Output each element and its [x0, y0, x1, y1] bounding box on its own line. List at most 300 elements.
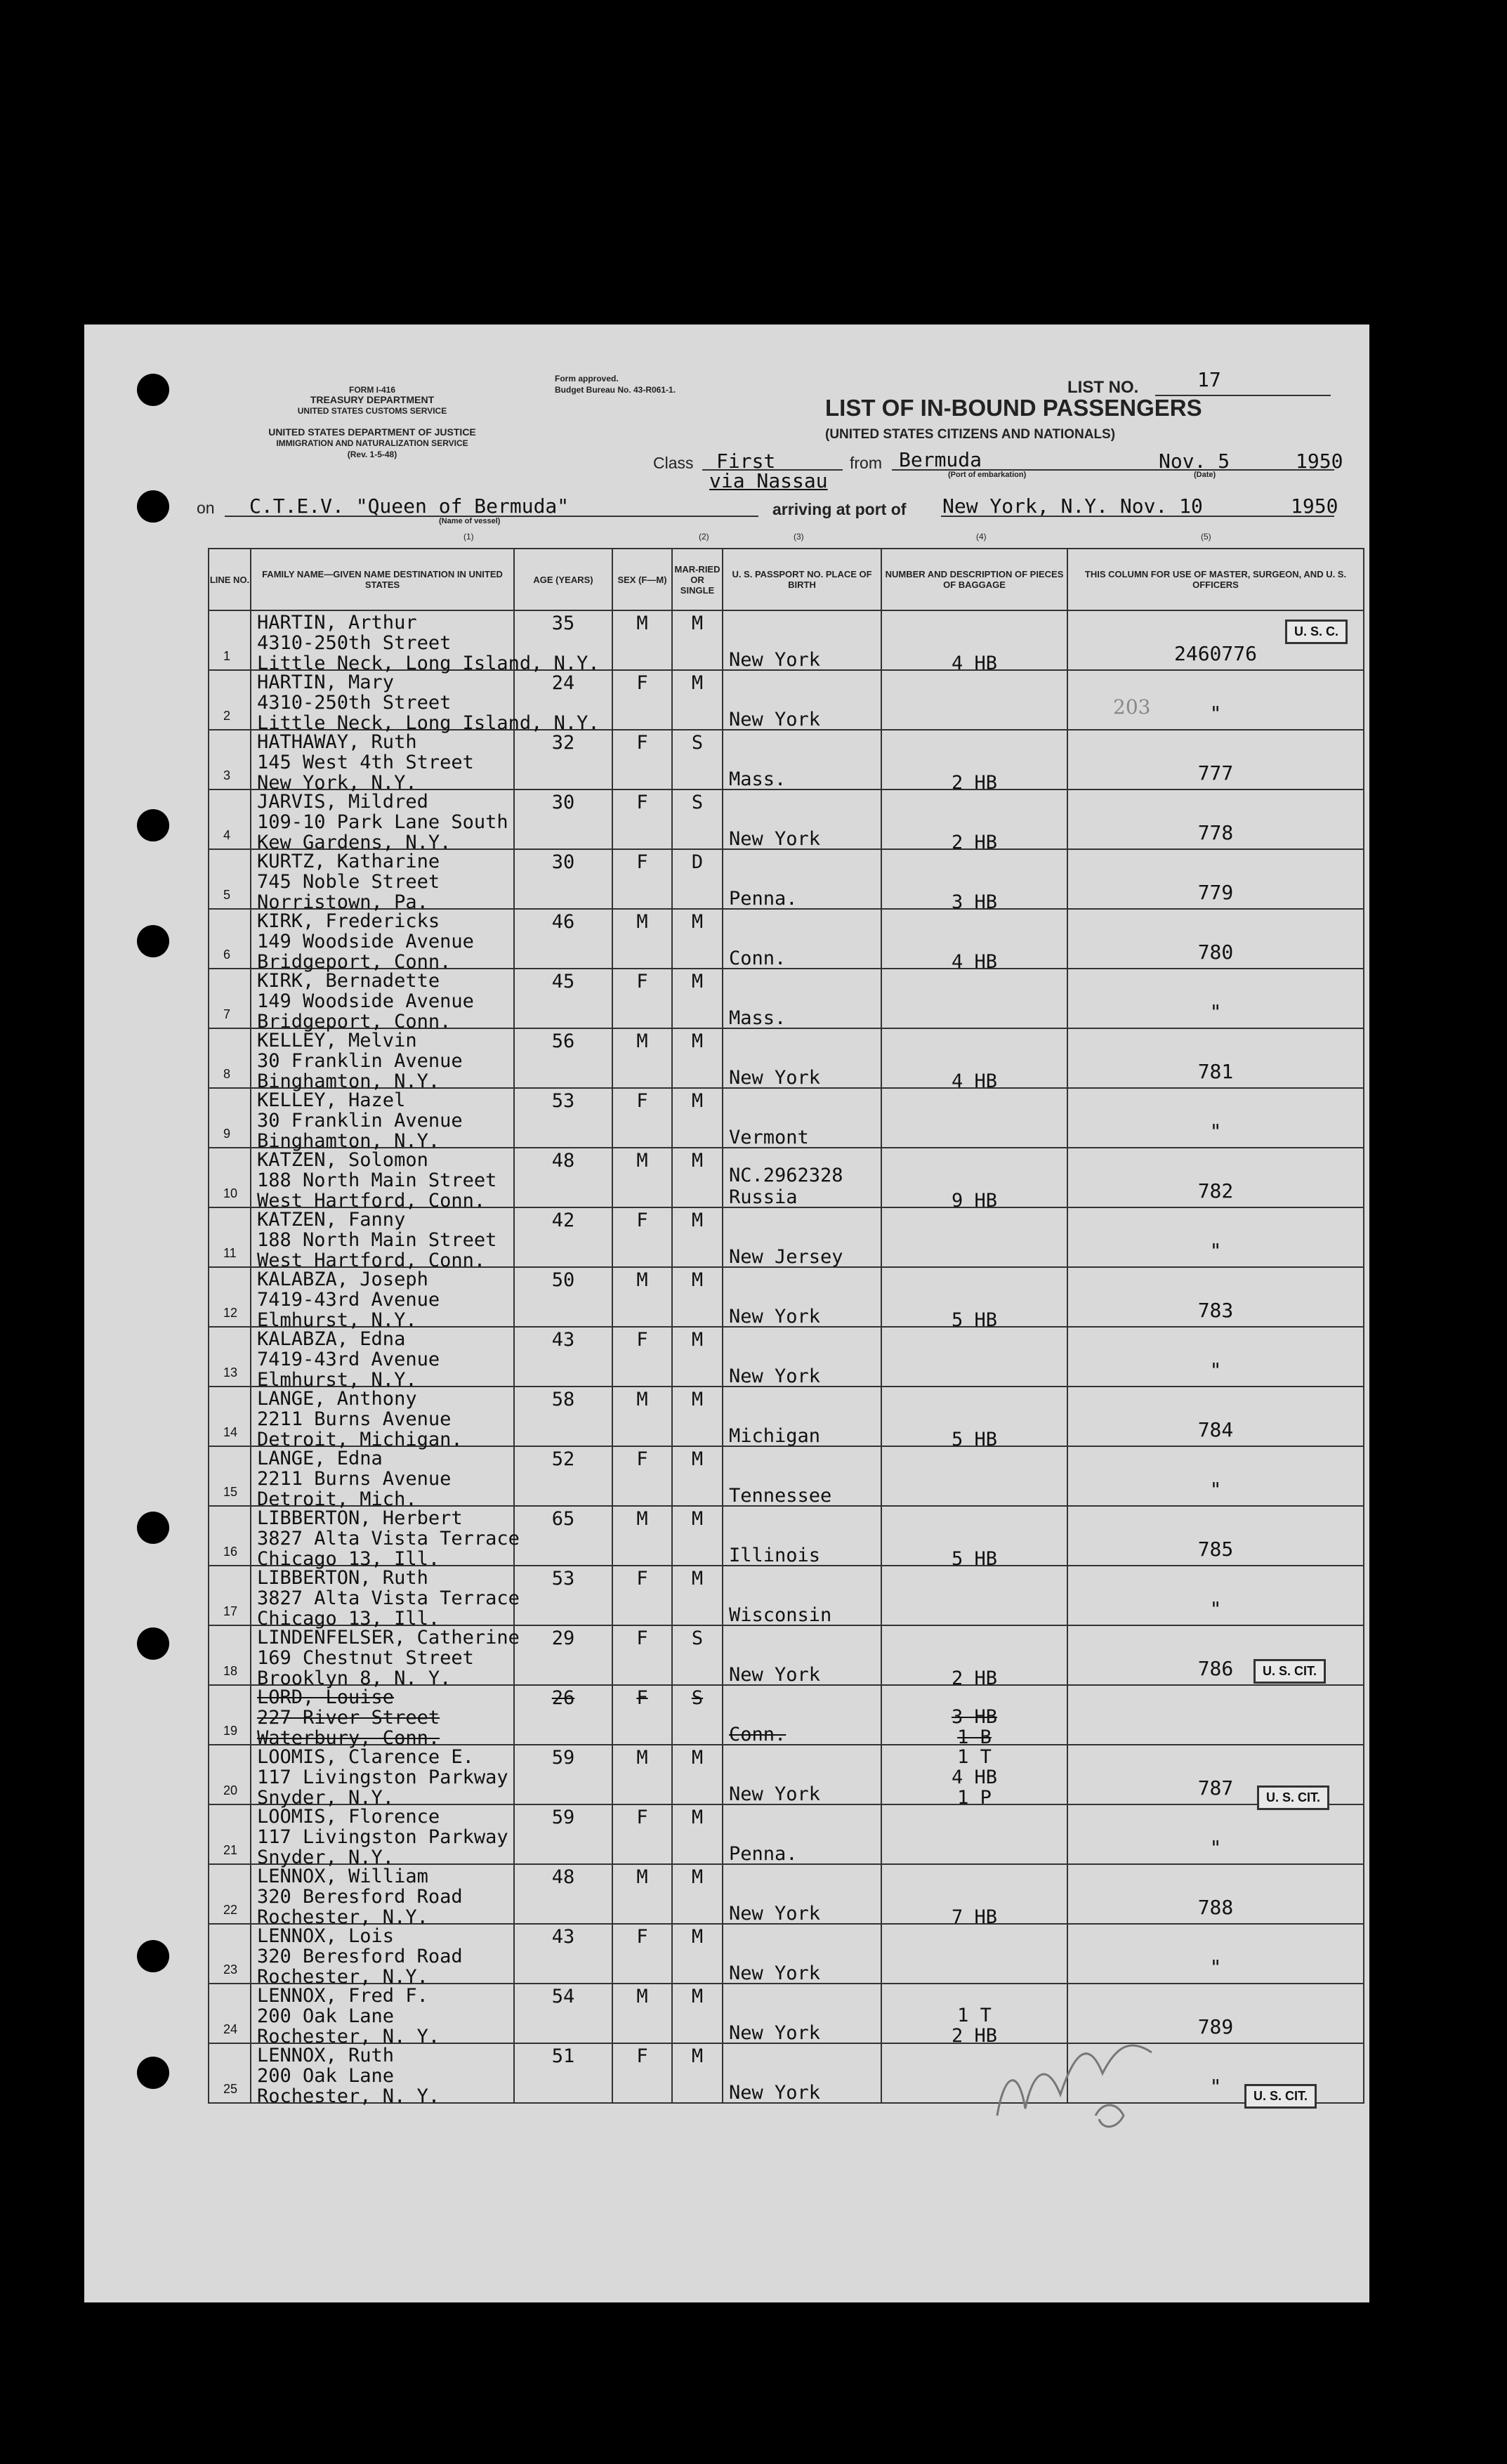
- table-row: [209, 1685, 1364, 1745]
- address-line-2: Rochester, N. Y.: [257, 2085, 440, 2107]
- cell-sex: [612, 1685, 672, 1745]
- passenger-name: KALABZA, Edna: [257, 1328, 406, 1350]
- passenger-name: LANGE, Edna: [257, 1448, 383, 1469]
- pencil-note: 203: [1113, 695, 1151, 719]
- cell-officers: [1067, 849, 1364, 909]
- cell-birthplace: [723, 1745, 881, 1804]
- header-pieces: NUMBER AND DESCRIPTION OF PIECES OF BAGGAGE: [881, 549, 1067, 610]
- marital-value: M: [691, 1807, 704, 1828]
- line-number: 24: [223, 2022, 238, 2036]
- baggage-line: 4 HB: [951, 1767, 998, 1788]
- baggage-line: 4 HB: [951, 951, 998, 973]
- cell-marital: [672, 1924, 723, 1984]
- line-number: 13: [223, 1365, 238, 1380]
- cell-baggage: [881, 969, 1067, 1028]
- birthplace-value: New York: [729, 1365, 821, 1387]
- punch-hole: [137, 1512, 169, 1544]
- cell-age: [514, 1028, 612, 1088]
- cell-officers: [1067, 1506, 1364, 1566]
- address-line-1: 169 Chestnut Street: [257, 1647, 474, 1669]
- table-row: [209, 1804, 1364, 1864]
- class-value: First: [716, 450, 776, 473]
- cell-baggage: [881, 1267, 1067, 1331]
- line-number: 10: [223, 1186, 238, 1200]
- age-value: 43: [551, 1926, 575, 1948]
- baggage-line: 5 HB: [951, 1548, 998, 1570]
- age-value: 32: [551, 732, 575, 754]
- age-value: 30: [551, 851, 575, 873]
- cell-line-no: [209, 1804, 251, 1864]
- age-value: 35: [551, 612, 575, 634]
- cell-name: [251, 1267, 514, 1331]
- arrival-port: New York, N.Y. Nov. 10: [942, 494, 1203, 518]
- cell-officers: [1067, 1685, 1364, 1745]
- birthplace-value: New York: [729, 1306, 821, 1328]
- line-number: 4: [223, 828, 231, 842]
- baggage-line: 1 P: [957, 1787, 992, 1809]
- address-line-2: Rochester, N. Y.: [257, 2026, 440, 2047]
- birthplace-value: New York: [729, 709, 821, 730]
- cell-name: [251, 1804, 514, 1868]
- baggage-line: 3 HB: [951, 891, 998, 913]
- marital-value: M: [691, 1866, 704, 1888]
- baggage-line: 2 HB: [951, 1667, 998, 1689]
- cell-age: [514, 1864, 612, 1924]
- address-line-2: Brooklyn 8, N. Y.: [257, 1667, 452, 1689]
- table-row: [209, 1566, 1364, 1625]
- cell-sex: [612, 670, 672, 730]
- marital-value: M: [691, 1986, 704, 2007]
- cell-birthplace: [723, 1625, 881, 1685]
- cell-officers: [1067, 1267, 1364, 1327]
- age-value: 48: [551, 1150, 575, 1172]
- cell-birthplace: [723, 909, 881, 969]
- cell-line-no: [209, 1267, 251, 1327]
- passenger-name: KIRK, Fredericks: [257, 910, 440, 932]
- address-line-1: 4310-250th Street: [257, 692, 452, 714]
- table-row: [209, 610, 1364, 670]
- birthplace-value: Conn.: [729, 1724, 787, 1745]
- birthplace-value: Penna.: [729, 888, 798, 910]
- cell-marital: [672, 2043, 723, 2103]
- col-num-5: (5): [1201, 532, 1211, 542]
- age-value: 46: [551, 911, 575, 933]
- table-row: [209, 909, 1364, 969]
- passenger-name: KURTZ, Katharine: [257, 851, 440, 872]
- age-value: 53: [551, 1568, 575, 1590]
- cell-baggage: [881, 1566, 1067, 1625]
- address-line-2: Snyder, N.Y.: [257, 1847, 395, 1868]
- officer-entry: 778: [1197, 821, 1234, 844]
- cell-sex: [612, 1804, 672, 1864]
- passenger-name: LENNOX, William: [257, 1866, 428, 1887]
- header-line-no: LINE NO.: [209, 549, 251, 610]
- cell-officers: [1067, 1327, 1364, 1387]
- officer-entry: ": [1209, 1597, 1222, 1620]
- baggage-line: 3 HB: [951, 1706, 998, 1728]
- header-married: MAR-RIED OR SINGLE: [672, 549, 723, 610]
- cell-baggage: [881, 1804, 1067, 1864]
- table-row: [209, 730, 1364, 789]
- marital-value: M: [691, 1747, 704, 1769]
- cell-line-no: [209, 1745, 251, 1804]
- cell-name: [251, 1207, 514, 1271]
- sex-value: F: [636, 851, 648, 873]
- cell-sex: [612, 730, 672, 789]
- baggage-line: 2 HB: [951, 832, 998, 853]
- cell-sex: [612, 1446, 672, 1506]
- marital-value: M: [691, 1926, 704, 1948]
- col-num-3: (3): [794, 532, 804, 542]
- birthplace-value: Mass.: [729, 768, 787, 790]
- cell-name: [251, 1984, 514, 2047]
- cell-name: [251, 789, 514, 853]
- cell-age: [514, 1984, 612, 2043]
- marital-value: M: [691, 1508, 704, 1530]
- cell-line-no: [209, 670, 251, 730]
- line-number: 16: [223, 1545, 238, 1559]
- passenger-name: LOOMIS, Clarence E.: [257, 1746, 474, 1768]
- address-line-2: Bridgeport, Conn.: [257, 1011, 452, 1033]
- cell-birthplace: [723, 1924, 881, 1984]
- punch-hole: [137, 490, 169, 523]
- address-line-2: Waterbury, Conn.: [257, 1727, 440, 1749]
- officer-entry: 777: [1197, 761, 1234, 785]
- marital-value: M: [691, 911, 704, 933]
- cell-age: [514, 909, 612, 969]
- birthplace-value: New York: [729, 2082, 821, 2104]
- cell-sex: [612, 849, 672, 909]
- cell-age: [514, 969, 612, 1028]
- address-line-2: New York, N.Y.: [257, 772, 417, 794]
- marital-value: M: [691, 1030, 704, 1052]
- cell-birthplace: [723, 789, 881, 849]
- cell-line-no: [209, 730, 251, 789]
- sex-value: M: [636, 911, 648, 933]
- sex-value: M: [636, 612, 648, 634]
- cell-line-no: [209, 2043, 251, 2103]
- birthplace-value: Illinois: [729, 1545, 821, 1566]
- cell-marital: [672, 1685, 723, 1745]
- age-value: 26: [551, 1687, 575, 1709]
- address-line-1: 188 North Main Street: [257, 1229, 497, 1251]
- cell-sex: [612, 1148, 672, 1207]
- baggage-line: 2 HB: [951, 772, 998, 794]
- cell-sex: [612, 969, 672, 1028]
- address-line-2: Little Neck, Long Island, N.Y.: [257, 653, 600, 674]
- cell-name: [251, 1924, 514, 1988]
- age-value: 24: [551, 672, 575, 694]
- officer-entry: 2460776: [1173, 642, 1257, 665]
- marital-value: M: [691, 1090, 704, 1112]
- passenger-table: [208, 548, 1364, 2107]
- col-num-4: (4): [976, 532, 987, 542]
- stamp-us-cit: U. S. CIT.: [1244, 2084, 1317, 2109]
- cell-line-no: [209, 610, 251, 670]
- vessel-caption: (Name of vessel): [439, 517, 501, 525]
- cell-name: [251, 1446, 514, 1510]
- age-value: 30: [551, 792, 575, 813]
- cell-officers: [1067, 1088, 1364, 1148]
- cell-sex: [612, 1387, 672, 1446]
- cell-birthplace: [723, 1028, 881, 1088]
- cell-sex: [612, 1207, 672, 1267]
- cell-sex: [612, 1028, 672, 1088]
- vessel-name: C.T.E.V. "Queen of Bermuda": [249, 494, 570, 518]
- passenger-name: HARTIN, Mary: [257, 671, 395, 693]
- line-number: 5: [223, 888, 231, 902]
- address-line-1: 2211 Burns Avenue: [257, 1408, 452, 1430]
- passenger-name: HATHAWAY, Ruth: [257, 731, 417, 753]
- officer-entry: 789: [1197, 2015, 1234, 2038]
- table-row: [209, 1924, 1364, 1984]
- address-line-2: Norristown, Pa.: [257, 891, 428, 913]
- baggage-line: 1 T: [957, 1746, 992, 1768]
- birthplace-value: New York: [729, 828, 821, 850]
- sex-value: F: [636, 1568, 648, 1590]
- cell-age: [514, 1566, 612, 1625]
- table-row: [209, 1088, 1364, 1148]
- address-line-2: Chicago 13, Ill.: [257, 1608, 440, 1630]
- cell-sex: [612, 1088, 672, 1148]
- table-row: [209, 1387, 1364, 1446]
- cell-marital: [672, 1028, 723, 1088]
- cell-marital: [672, 1327, 723, 1387]
- cell-name: [251, 2043, 514, 2107]
- sex-value: M: [636, 1269, 648, 1291]
- address-line-1: 320 Beresford Road: [257, 1946, 463, 1967]
- passenger-name: LENNOX, Fred F.: [257, 1985, 428, 2007]
- sex-value: F: [636, 1448, 648, 1470]
- cell-line-no: [209, 1984, 251, 2043]
- address-line-2: Detroit, Mich.: [257, 1488, 417, 1510]
- sex-value: M: [636, 1030, 648, 1052]
- age-value: 59: [551, 1747, 575, 1769]
- cell-birthplace: [723, 1267, 881, 1327]
- passenger-name: KELLEY, Hazel: [257, 1089, 406, 1111]
- cell-sex: [612, 1267, 672, 1327]
- cell-marital: [672, 1864, 723, 1924]
- cell-line-no: [209, 1387, 251, 1446]
- marital-value: S: [691, 792, 704, 813]
- officer-entry: ": [1209, 1836, 1222, 1859]
- birthplace-value: New York: [729, 1903, 821, 1925]
- officer-entry: 783: [1197, 1299, 1234, 1322]
- cell-baggage: [881, 610, 1067, 674]
- cell-age: [514, 1207, 612, 1267]
- address-line-1: 200 Oak Lane: [257, 2065, 395, 2087]
- baggage-line: 1 B: [957, 1726, 992, 1748]
- birthplace-value: New York: [729, 1783, 821, 1805]
- date-value: Nov. 5: [1159, 450, 1230, 473]
- baggage-line: 7 HB: [951, 1906, 998, 1928]
- cell-age: [514, 730, 612, 789]
- sex-value: F: [636, 732, 648, 754]
- cell-age: [514, 1804, 612, 1864]
- cell-age: [514, 610, 612, 670]
- cell-marital: [672, 670, 723, 730]
- line-number: 9: [223, 1127, 231, 1141]
- birthplace-value: New York: [729, 1664, 821, 1686]
- cell-baggage: [881, 1506, 1067, 1570]
- marital-value: S: [691, 1687, 704, 1709]
- cell-line-no: [209, 849, 251, 909]
- cell-birthplace: [723, 1446, 881, 1506]
- cell-birthplace: [723, 1864, 881, 1924]
- stamp-us-c: U. S. C.: [1285, 620, 1348, 644]
- address-line-1: 117 Livingston Parkway: [257, 1826, 508, 1848]
- address-line-1: 745 Noble Street: [257, 871, 440, 893]
- cell-sex: [612, 1625, 672, 1685]
- table-row: [209, 969, 1364, 1028]
- cell-age: [514, 1625, 612, 1685]
- address-line-2: West Hartford, Conn.: [257, 1250, 486, 1271]
- cell-officers: [1067, 969, 1364, 1028]
- cell-age: [514, 2043, 612, 2103]
- baggage-line: 1 T: [957, 2005, 992, 2026]
- sex-value: F: [636, 2045, 648, 2067]
- punch-hole: [137, 1627, 169, 1660]
- cell-name: [251, 1685, 514, 1749]
- cell-birthplace: [723, 1685, 881, 1745]
- address-line-1: 145 West 4th Street: [257, 752, 474, 773]
- table-row: [209, 2043, 1364, 2103]
- officer-entry: 779: [1197, 881, 1234, 904]
- address-line-2: Bridgeport, Conn.: [257, 951, 452, 973]
- cell-marital: [672, 1625, 723, 1685]
- age-value: 29: [551, 1627, 575, 1649]
- cell-name: [251, 1387, 514, 1450]
- address-line-2: Little Neck, Long Island, N.Y.: [257, 712, 600, 734]
- cell-age: [514, 1267, 612, 1327]
- address-line-1: 188 North Main Street: [257, 1169, 497, 1191]
- table-row: [209, 1267, 1364, 1327]
- cell-sex: [612, 2043, 672, 2103]
- cell-line-no: [209, 1446, 251, 1506]
- cell-line-no: [209, 1088, 251, 1148]
- cell-birthplace: [723, 730, 881, 789]
- sex-value: F: [636, 1210, 648, 1231]
- officer-entry: ": [1209, 1120, 1222, 1143]
- address-line-1: 30 Franklin Avenue: [257, 1110, 463, 1132]
- cell-name: [251, 1745, 514, 1809]
- cell-baggage: [881, 789, 1067, 853]
- birthplace-value: New York: [729, 649, 821, 671]
- list-no-label: LIST NO.: [1067, 378, 1139, 397]
- cell-baggage: [881, 1446, 1067, 1506]
- cell-birthplace: [723, 1207, 881, 1267]
- birthplace-value: Mass.: [729, 1007, 787, 1029]
- age-value: 54: [551, 1986, 575, 2007]
- cell-age: [514, 1745, 612, 1804]
- cell-birthplace: [723, 1327, 881, 1387]
- line-number: 3: [223, 768, 231, 782]
- address-line-1: 149 Woodside Avenue: [257, 931, 474, 952]
- line-number: 23: [223, 1962, 238, 1977]
- cell-line-no: [209, 1924, 251, 1984]
- age-value: 53: [551, 1090, 575, 1112]
- officer-entry: 784: [1197, 1418, 1234, 1441]
- table-row: [209, 1984, 1364, 2043]
- passenger-name: LOOMIS, Florence: [257, 1806, 440, 1828]
- arrival-year: 1950: [1291, 494, 1338, 518]
- age-value: 65: [551, 1508, 575, 1530]
- address-line-1: 3827 Alta Vista Terrace: [257, 1587, 520, 1609]
- address-line-2: Elmhurst, N.Y.: [257, 1369, 417, 1391]
- birthplace-value: Michigan: [729, 1425, 821, 1447]
- cell-age: [514, 1685, 612, 1745]
- officer-entry: 786: [1197, 1657, 1234, 1680]
- line-number: 19: [223, 1724, 238, 1738]
- cell-officers: [1067, 1387, 1364, 1446]
- cell-officers: [1067, 789, 1364, 849]
- sex-value: F: [636, 971, 648, 992]
- table-row: [209, 1327, 1364, 1387]
- age-value: 58: [551, 1389, 575, 1410]
- cell-birthplace: [723, 2043, 881, 2103]
- cell-age: [514, 670, 612, 730]
- cell-officers: [1067, 730, 1364, 789]
- table-row: [209, 1506, 1364, 1566]
- passenger-name: LENNOX, Ruth: [257, 2045, 395, 2066]
- table-row: [209, 670, 1364, 730]
- cell-marital: [672, 1566, 723, 1625]
- sex-value: F: [636, 672, 648, 694]
- officer-entry: ": [1209, 2075, 1222, 2098]
- marital-value: M: [691, 2045, 704, 2067]
- cell-birthplace: [723, 1148, 881, 1207]
- cell-birthplace: [723, 1088, 881, 1148]
- cell-name: [251, 1327, 514, 1391]
- age-value: 43: [551, 1329, 575, 1351]
- cell-name: [251, 1088, 514, 1152]
- cell-officers: [1067, 1864, 1364, 1924]
- age-value: 42: [551, 1210, 575, 1231]
- cell-marital: [672, 849, 723, 909]
- header-officers: THIS COLUMN FOR USE OF MASTER, SURGEON, AND U. S. OFFICERS: [1067, 549, 1364, 610]
- passenger-name: LIBBERTON, Herbert: [257, 1507, 463, 1529]
- cell-name: [251, 969, 514, 1033]
- marital-value: M: [691, 1448, 704, 1470]
- line-number: 25: [223, 2082, 238, 2096]
- passenger-name: KATZEN, Fanny: [257, 1209, 406, 1231]
- officer-entry: ": [1209, 1000, 1222, 1023]
- sex-value: F: [636, 1807, 648, 1828]
- cell-baggage: [881, 1745, 1067, 1809]
- address-line-2: Rochester, N.Y.: [257, 1966, 428, 1988]
- cell-birthplace: [723, 1387, 881, 1446]
- cell-line-no: [209, 1506, 251, 1566]
- sex-value: F: [636, 1627, 648, 1649]
- cell-birthplace: [723, 1984, 881, 2043]
- punch-hole: [137, 925, 169, 957]
- col-num-2: (2): [699, 532, 709, 542]
- cell-sex: [612, 1327, 672, 1387]
- cell-birthplace: [723, 1566, 881, 1625]
- officer-entry: 782: [1197, 1179, 1234, 1202]
- address-line-1: 109-10 Park Lane South: [257, 811, 508, 833]
- marital-value: M: [691, 1329, 704, 1351]
- class-label: Class: [653, 454, 694, 472]
- cell-name: [251, 1028, 514, 1092]
- arriving-label: arriving at port of: [772, 500, 907, 518]
- cell-sex: [612, 909, 672, 969]
- age-value: 52: [551, 1448, 575, 1470]
- cell-officers: [1067, 1148, 1364, 1207]
- dept-justice: UNITED STATES DEPARTMENT OF JUSTICE: [268, 426, 476, 438]
- address-line-1: 2211 Burns Avenue: [257, 1468, 452, 1490]
- officer-entry: ": [1209, 1239, 1222, 1262]
